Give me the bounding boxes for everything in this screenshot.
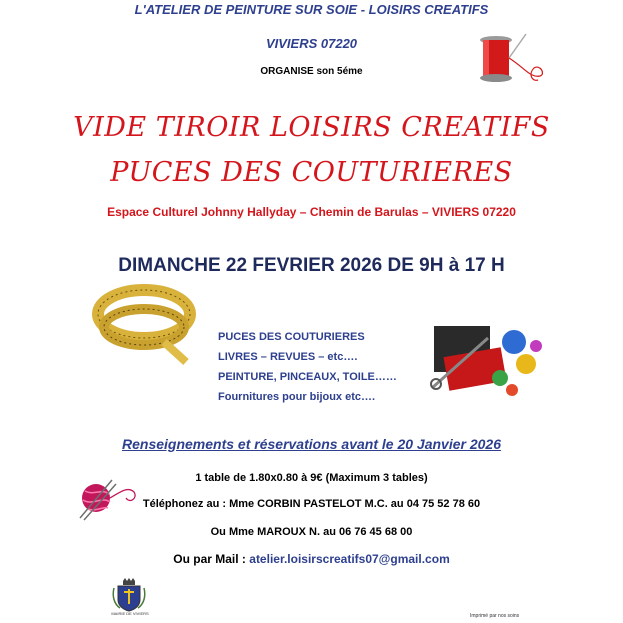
thread-spool-icon bbox=[470, 28, 550, 88]
title-line-1: VIDE TIROIR LOISIRS CREATIFS bbox=[73, 112, 550, 143]
list-item: PEINTURE, PINCEAUX, TOILE…… bbox=[218, 371, 397, 383]
measuring-tape-icon bbox=[92, 282, 197, 367]
organization-city: VIVIERS 07220 bbox=[265, 36, 358, 51]
email-line bbox=[0, 552, 623, 566]
phone-contact-2: Ou Mme MAROUX N. au 06 76 45 68 00 bbox=[210, 526, 413, 538]
list-item: Fournitures pour bijoux etc…. bbox=[218, 391, 376, 403]
list-item: LIVRES – REVUES – etc…. bbox=[218, 351, 358, 363]
organise-line: ORGANISE son 5éme bbox=[260, 66, 363, 77]
item-list bbox=[218, 327, 397, 407]
event-date: DIMANCHE 22 FEVRIER 2026 DE 9H à 17 H bbox=[118, 255, 505, 276]
reservations-heading: Renseignements et réservations avant le 20 Janvier 2026 bbox=[122, 436, 501, 452]
title-line-2: PUCES DES COUTURIERES bbox=[110, 157, 513, 188]
craft-supplies-icon bbox=[428, 318, 548, 400]
email-link[interactable]: atelier.loisirscreatifs07@gmail.com bbox=[249, 552, 450, 566]
venue-address: Espace Culturel Johnny Hallyday – Chemin de Barulas – VIVIERS 07220 bbox=[107, 205, 516, 219]
mairie-label: MAIRIE DE VIVIERS bbox=[111, 611, 149, 616]
list-item: PUCES DES COUTURIERES bbox=[218, 331, 365, 343]
organization-name: L'ATELIER DE PEINTURE SUR SOIE - LOISIRS CREATIFS bbox=[134, 2, 489, 17]
table-info: 1 table de 1.80x0.80 à 9€ (Maximum 3 tables) bbox=[195, 472, 428, 484]
phone-contact-1: Téléphonez au : Mme CORBIN PASTELOT M.C. au 04 75 52 78 60 bbox=[142, 498, 481, 510]
printed-note: Imprimé par nos soins bbox=[470, 613, 520, 619]
coat-of-arms-icon bbox=[112, 578, 146, 612]
email-label: Ou par Mail : bbox=[173, 552, 250, 566]
